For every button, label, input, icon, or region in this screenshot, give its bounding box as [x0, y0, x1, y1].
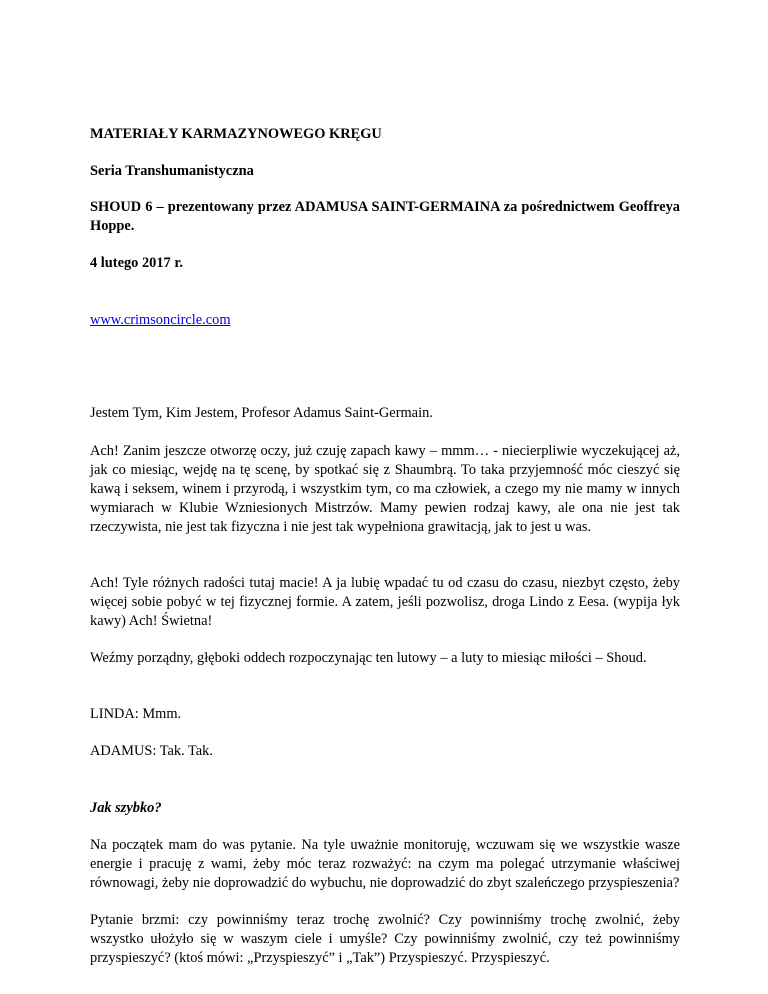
series-name: Seria Transhumanistyczna	[90, 163, 254, 179]
crimson-circle-link-row	[90, 311, 680, 330]
document-title: MATERIAŁY KARMAZYNOWEGO KRĘGU	[90, 126, 382, 142]
paragraph-speed: Pytanie brzmi: czy powinniśmy teraz trochę zwolnić? Czy powinniśmy trochę zwolnić, żeby wszystko ułożyło się w waszym ciele i umyśle? Czy powinniśmy zwolnić, czy też powinniśmy przyspieszyć? (ktoś mówi: „Przyspieszyć” i „Tak”) Przyspieszyć. Przyspieszyć.	[90, 912, 680, 966]
intro-line: Jestem Tym, Kim Jestem, Profesor Adamus Saint-Germain.	[90, 405, 433, 421]
paragraph-breath: Weźmy porządny, głęboki oddech rozpoczynając ten lutowy – a luty to miesiąc miłości – Shoud.	[90, 650, 647, 666]
paragraph-question: Na początek mam do was pytanie. Na tyle uważnie monitoruję, wczuwam się we wszystkie wasze energie i pracuję z wami, żeby móc teraz rozważyć: na czym ma polegać utrzymanie właściwej równowagi, żeby nie doprowadzić do wybuchu, nie doprowadzić do zbyt szaleńczego przyspieszenia?	[90, 837, 680, 891]
shoud-subtitle: SHOUD 6 – prezentowany przez ADAMUSA SAINT-GERMAINA za pośrednictwem Geoffreya Hoppe.	[90, 199, 680, 234]
section-heading: Jak szybko?	[90, 800, 162, 816]
paragraph-coffee: Ach! Zanim jeszcze otworzę oczy, już czuję zapach kawy – mmm… - niecierpliwie wyczekującej aż, jak co miesiąc, wejdę na tę scenę, by spotkać się z Shaumbrą. To taka przyjemność móc cieszyć się kawą i seksem, winem i przyrodą, i wszystkim tym, co ma człowiek, a czego my nie mamy w innych wymiarach w Klubie Wzniesionych Mistrzów. Mamy pewien rodzaj kawy, ale ona nie jest tak rzeczywista, nie jest tak fizyczna i nie jest tak wypełniona grawitacją, jak to jest u was.	[90, 443, 680, 535]
dialogue-adamus: ADAMUS: Tak. Tak.	[90, 743, 213, 759]
crimson-circle-link[interactable]: www.crimsoncircle.com	[90, 312, 231, 328]
document-date: 4 lutego 2017 r.	[90, 255, 184, 271]
dialogue-linda: LINDA: Mmm.	[90, 706, 182, 722]
paragraph-joys: Ach! Tyle różnych radości tutaj macie! A ja lubię wpadać tu od czasu do czasu, niezbyt często, żeby więcej sobie pobyć w tej fizycznej formie. A zatem, jeśli pozwolisz, droga Lindo z Eesa. (wypija łyk kawy) Ach! Świetna!	[90, 575, 680, 629]
